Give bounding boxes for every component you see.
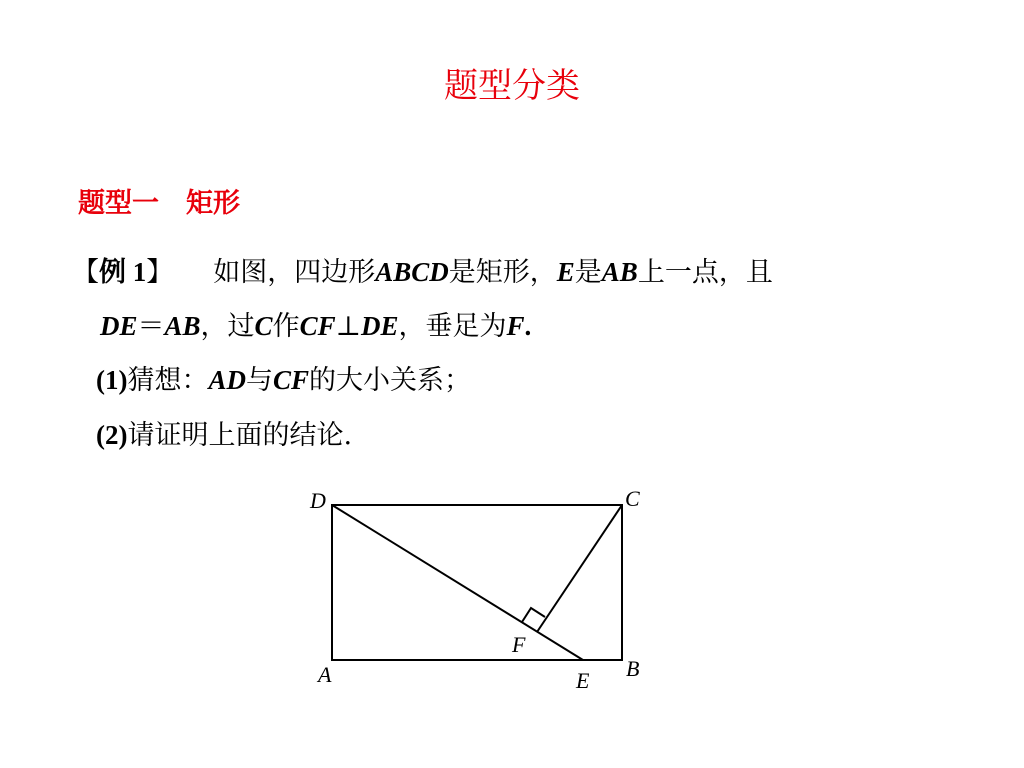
question-2 <box>96 418 352 453</box>
question-number: (2) <box>96 420 128 450</box>
label-c: C <box>625 486 640 511</box>
math-var: AD <box>208 365 246 395</box>
segment-cf <box>537 505 622 632</box>
label-e: E <box>576 668 590 693</box>
text: 是矩形， <box>448 257 557 288</box>
section-heading: 题型一 矩形 <box>78 188 240 219</box>
problem-line-2 <box>100 309 531 344</box>
math-var: CF <box>299 311 336 341</box>
math-var: DE <box>361 311 399 341</box>
example-label: 例 1 <box>99 257 147 287</box>
text: . <box>524 311 532 341</box>
label-a: A <box>318 662 332 687</box>
math-var: AB <box>601 257 638 287</box>
text: ＝ <box>137 311 165 342</box>
rectangle-abcd <box>332 505 622 660</box>
page-title: 题型分类 <box>444 66 580 106</box>
right-angle-mark <box>522 608 545 622</box>
text: 上一点，且 <box>637 257 773 288</box>
text: 如图，四边形 <box>213 257 376 288</box>
math-var: F <box>506 311 525 341</box>
label-f: F <box>512 632 526 657</box>
math-var: C <box>254 311 273 341</box>
text: ，过 <box>200 311 255 342</box>
text: 与 <box>246 365 273 396</box>
question-number: (1) <box>96 365 128 395</box>
math-var: E <box>556 257 575 287</box>
perp-symbol: ⊥ <box>335 311 361 342</box>
problem-line-1 <box>72 255 773 290</box>
math-var: AB <box>164 311 201 341</box>
text: 请证明上面的结论. <box>127 420 353 451</box>
math-var: DE <box>100 311 138 341</box>
text: 猜想： <box>127 365 209 396</box>
geometry-figure <box>300 478 680 698</box>
text: 是 <box>574 257 602 288</box>
bracket-close: 】 <box>146 257 174 288</box>
math-var: CF <box>273 365 310 395</box>
label-b: B <box>626 656 640 681</box>
bracket-open: 【 <box>72 257 99 288</box>
text: 作 <box>272 311 300 342</box>
label-d: D <box>310 488 326 513</box>
math-var: ABCD <box>375 257 449 287</box>
segment-de <box>332 505 583 660</box>
text: 的大小关系； <box>309 365 472 396</box>
question-1 <box>96 363 471 398</box>
text: ，垂足为 <box>398 311 507 342</box>
